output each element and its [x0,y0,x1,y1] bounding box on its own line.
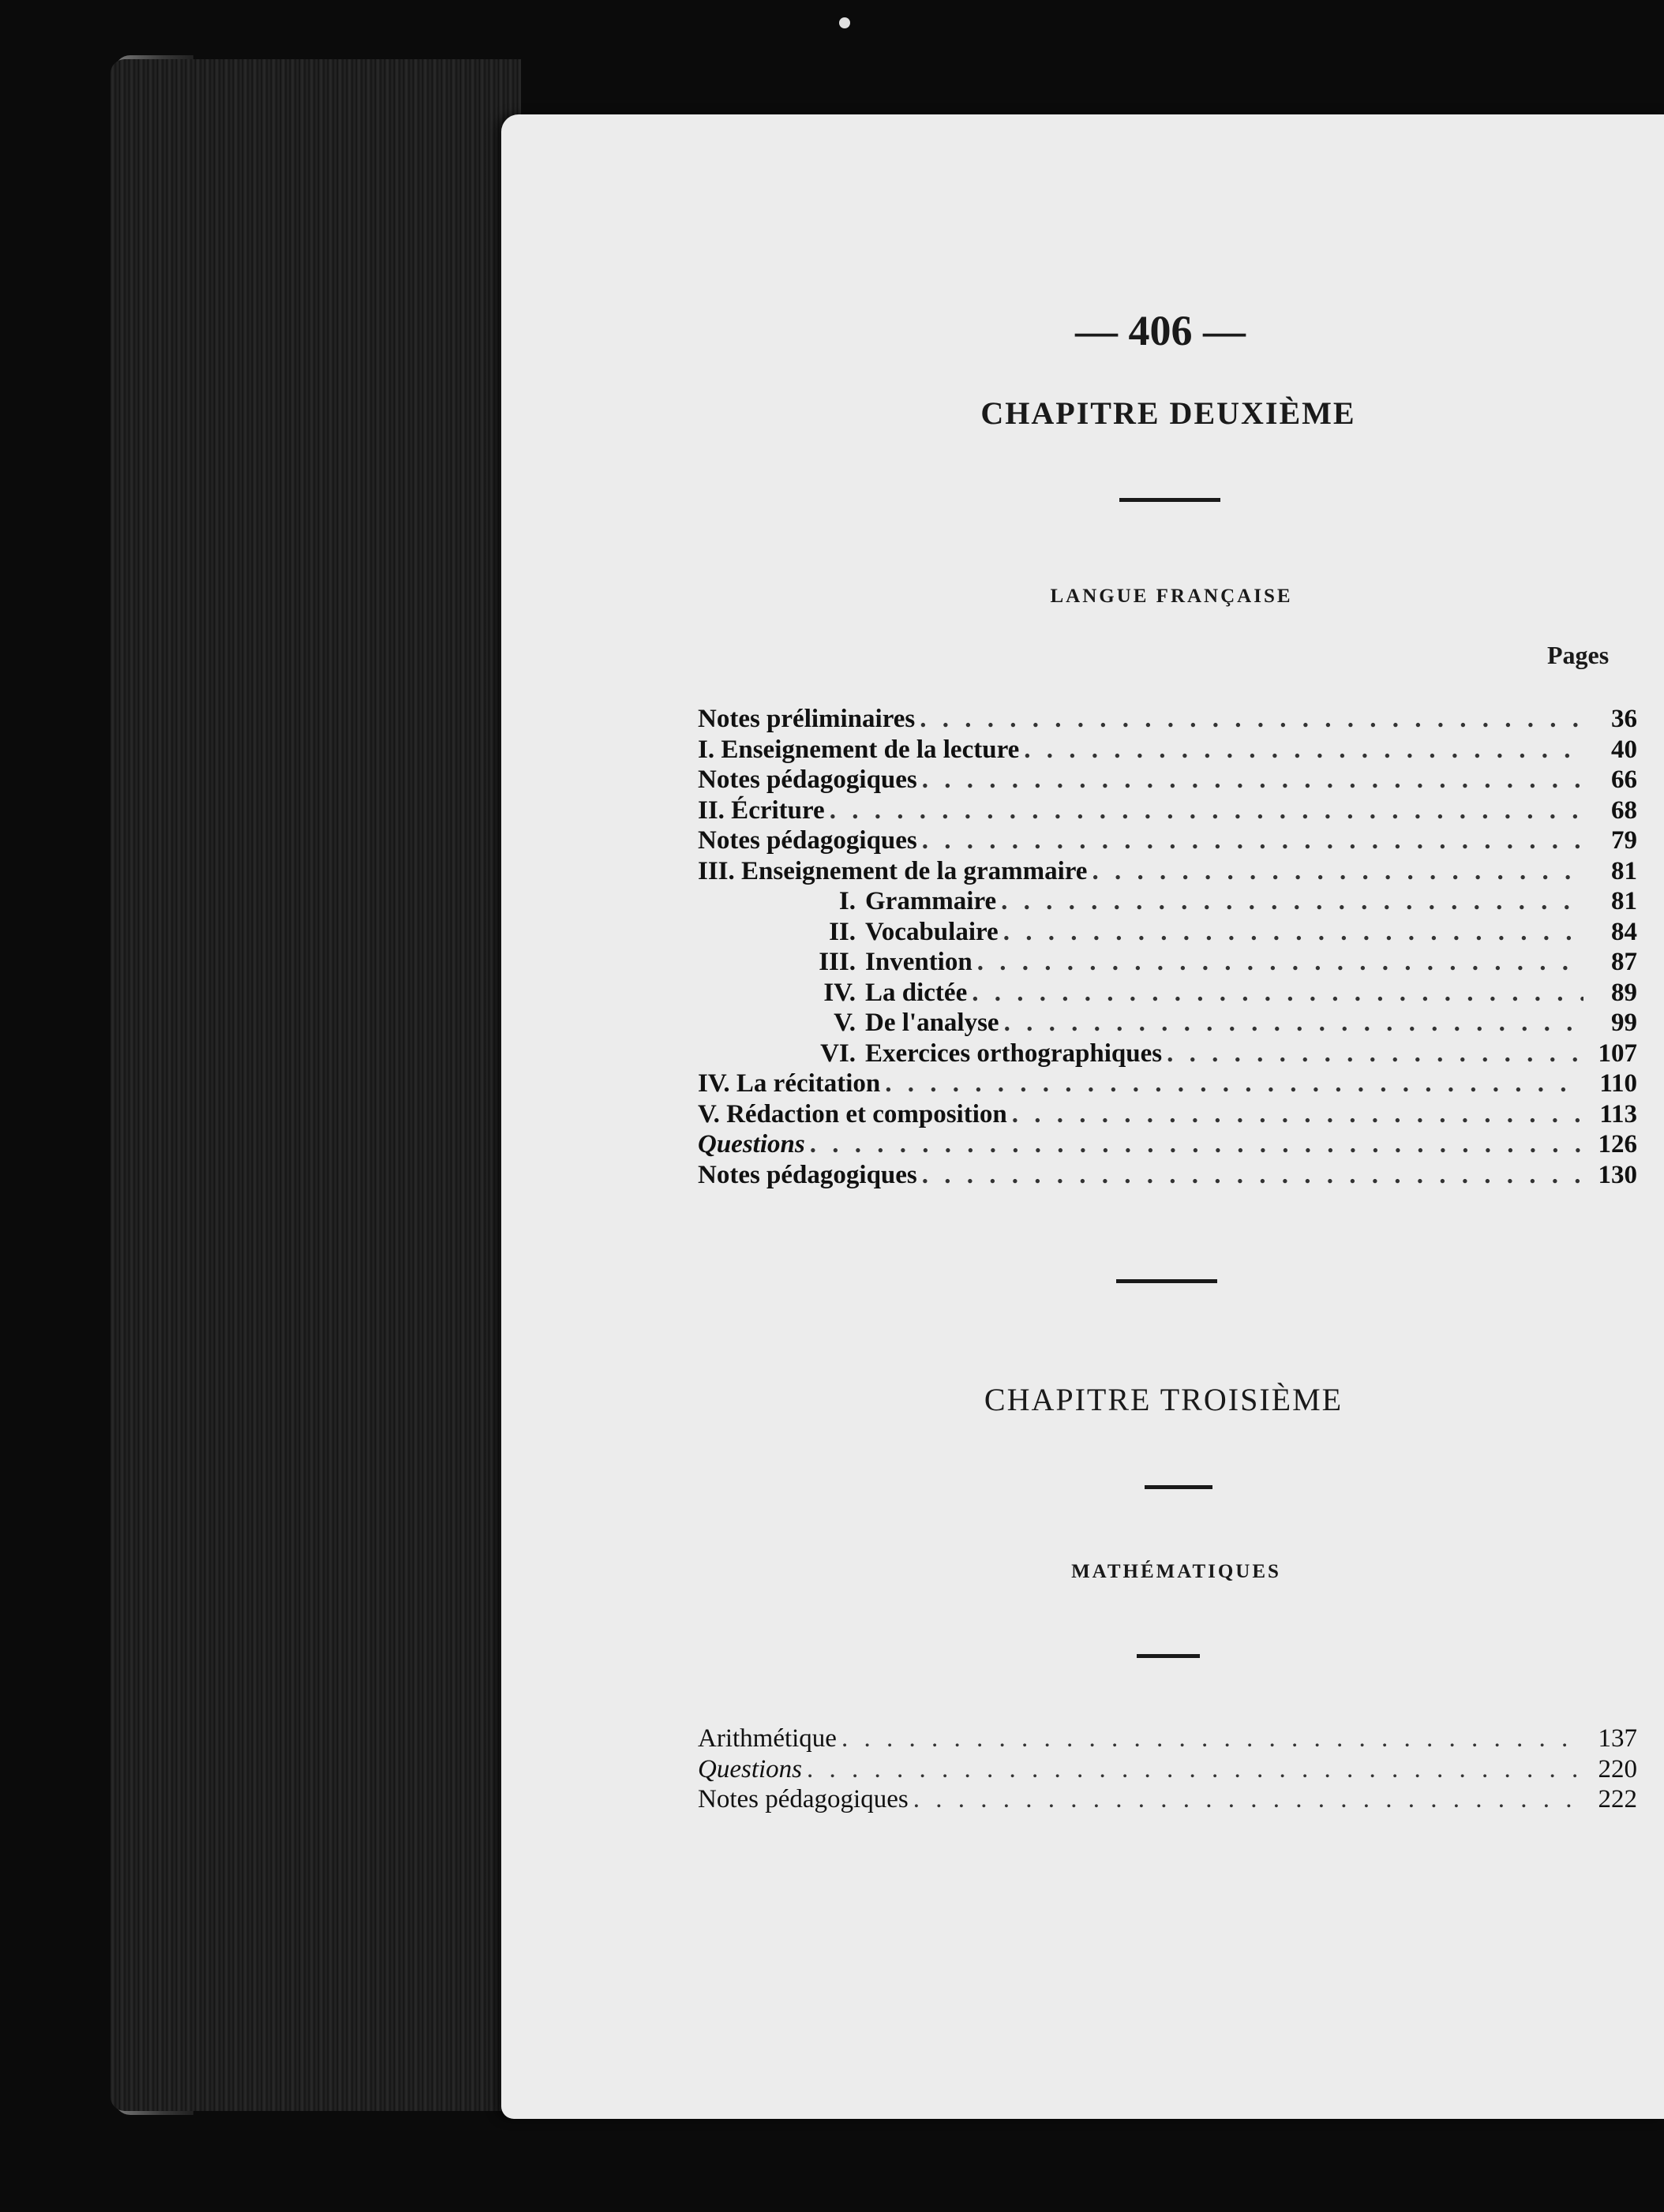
dot-leader [885,1069,1583,1099]
pages-column-label: Pages [1547,641,1610,669]
toc-entry [698,947,1637,978]
toc-entry-number: VI. [820,1039,856,1068]
divider-rule [1145,1485,1212,1489]
dot-leader [807,1754,1583,1785]
chapter2-title: CHAPITRE DEUXIÈME [980,395,1356,431]
book-page-edges [111,59,521,2111]
toc-entry-text: Grammaire [865,887,997,915]
toc-entry-number: IV. [823,978,856,1007]
toc-entry-label: Notes pédagogiques [698,1785,909,1813]
toc-entry-page: 84 [1611,917,1637,946]
toc-entry-number: V. [834,1009,856,1037]
toc-entry-page: 220 [1598,1754,1637,1783]
toc-entry-page: 81 [1611,856,1637,885]
divider-rule [1119,498,1220,502]
toc-entry-text: De l'analyse [865,1009,999,1037]
divider-rule [1137,1654,1200,1658]
toc-entry-page: 89 [1611,978,1637,1007]
chapter2-toc [698,704,1637,1190]
toc-entry-page: 68 [1611,795,1637,825]
scan-dot [839,17,850,28]
dot-leader [922,825,1583,856]
dot-leader [1001,886,1583,917]
toc-entry [698,886,1637,917]
toc-entry [698,735,1637,765]
dot-leader [1003,917,1583,948]
toc-entry [698,1069,1637,1099]
divider-rule [1116,1279,1217,1283]
dot-leader [913,1784,1583,1815]
toc-entry-number: I. [838,887,856,915]
chapter3-toc [698,1724,1637,1815]
toc-entry [698,795,1637,826]
toc-entry-page: 113 [1599,1099,1637,1128]
toc-entry-number: II. [829,917,856,946]
dot-leader [972,978,1583,1009]
toc-entry-label [698,886,996,917]
dot-leader [1167,1039,1583,1069]
toc-entry [698,978,1637,1009]
toc-entry-text: Exercices orthographiques [865,1039,1163,1068]
toc-entry-page: 110 [1599,1069,1637,1098]
toc-entry-text: Vocabulaire [865,917,999,946]
toc-entry [698,1099,1637,1130]
toc-entry [698,825,1637,856]
toc-entry-label [698,978,967,1009]
toc-entry-label: III. Enseignement de la grammaire [698,856,1088,885]
toc-entry-number: III. [819,948,856,976]
toc-entry-label: Notes préliminaires [698,705,916,733]
toc-entry-page: 99 [1611,1009,1637,1037]
toc-entry [698,704,1637,735]
dot-leader [1012,1099,1583,1130]
toc-entry-label: Questions [698,1754,802,1783]
toc-entry-label: IV. La récitation [698,1069,881,1098]
dot-leader [920,704,1583,735]
toc-entry-page: 126 [1598,1130,1637,1158]
toc-entry [698,1160,1637,1191]
toc-entry-label: Notes pédagogiques [698,826,917,855]
toc-entry-label: Questions [698,1130,805,1158]
toc-entry [698,1039,1637,1069]
toc-entry-page: 87 [1611,948,1637,976]
toc-entry-label [698,1008,999,1039]
toc-entry-label: I. Enseignement de la lecture [698,735,1020,764]
toc-entry-page: 66 [1611,765,1637,794]
toc-entry [698,765,1637,795]
toc-entry-label [698,1039,1162,1069]
toc-entry [698,1724,1637,1754]
dot-leader [841,1724,1583,1754]
chapter3-section-title: MATHÉMATIQUES [1071,1561,1281,1582]
toc-entry-page: 137 [1598,1724,1637,1753]
toc-entry-page: 130 [1598,1160,1637,1189]
toc-entry-label [698,917,999,948]
toc-entry [698,856,1637,887]
toc-entry-text: Invention [865,948,973,976]
toc-entry-text: La dictée [865,978,968,1007]
toc-entry [698,917,1637,948]
page-number: — 406 — [1075,307,1246,354]
dot-leader [1004,1008,1583,1039]
toc-entry-label: Notes pédagogiques [698,765,917,794]
dot-leader [810,1129,1583,1160]
toc-entry-label: Arithmétique [698,1724,837,1753]
toc-entry [698,1008,1637,1039]
toc-entry-label [698,947,973,978]
toc-entry-page: 40 [1611,735,1637,764]
toc-entry-page: 36 [1611,705,1637,733]
toc-entry-page: 79 [1611,826,1637,855]
toc-entry-label: V. Rédaction et composition [698,1099,1007,1128]
dot-leader [830,795,1583,826]
dot-leader [1024,735,1583,765]
dot-leader [922,1160,1583,1191]
toc-entry-page: 222 [1598,1785,1637,1813]
toc-entry-page: 81 [1611,887,1637,915]
toc-entry-label: II. Écriture [698,795,825,825]
toc-entry-page: 107 [1598,1039,1637,1068]
toc-entry-label: Notes pédagogiques [698,1160,917,1189]
toc-entry [698,1754,1637,1785]
dot-leader [1092,856,1583,887]
toc-entry [698,1784,1637,1815]
chapter2-section-title: LANGUE FRANÇAISE [1050,586,1293,607]
toc-entry [698,1129,1637,1160]
dot-leader [922,765,1583,795]
chapter3-title: CHAPITRE TROISIÈME [984,1382,1344,1417]
dot-leader [977,947,1583,978]
